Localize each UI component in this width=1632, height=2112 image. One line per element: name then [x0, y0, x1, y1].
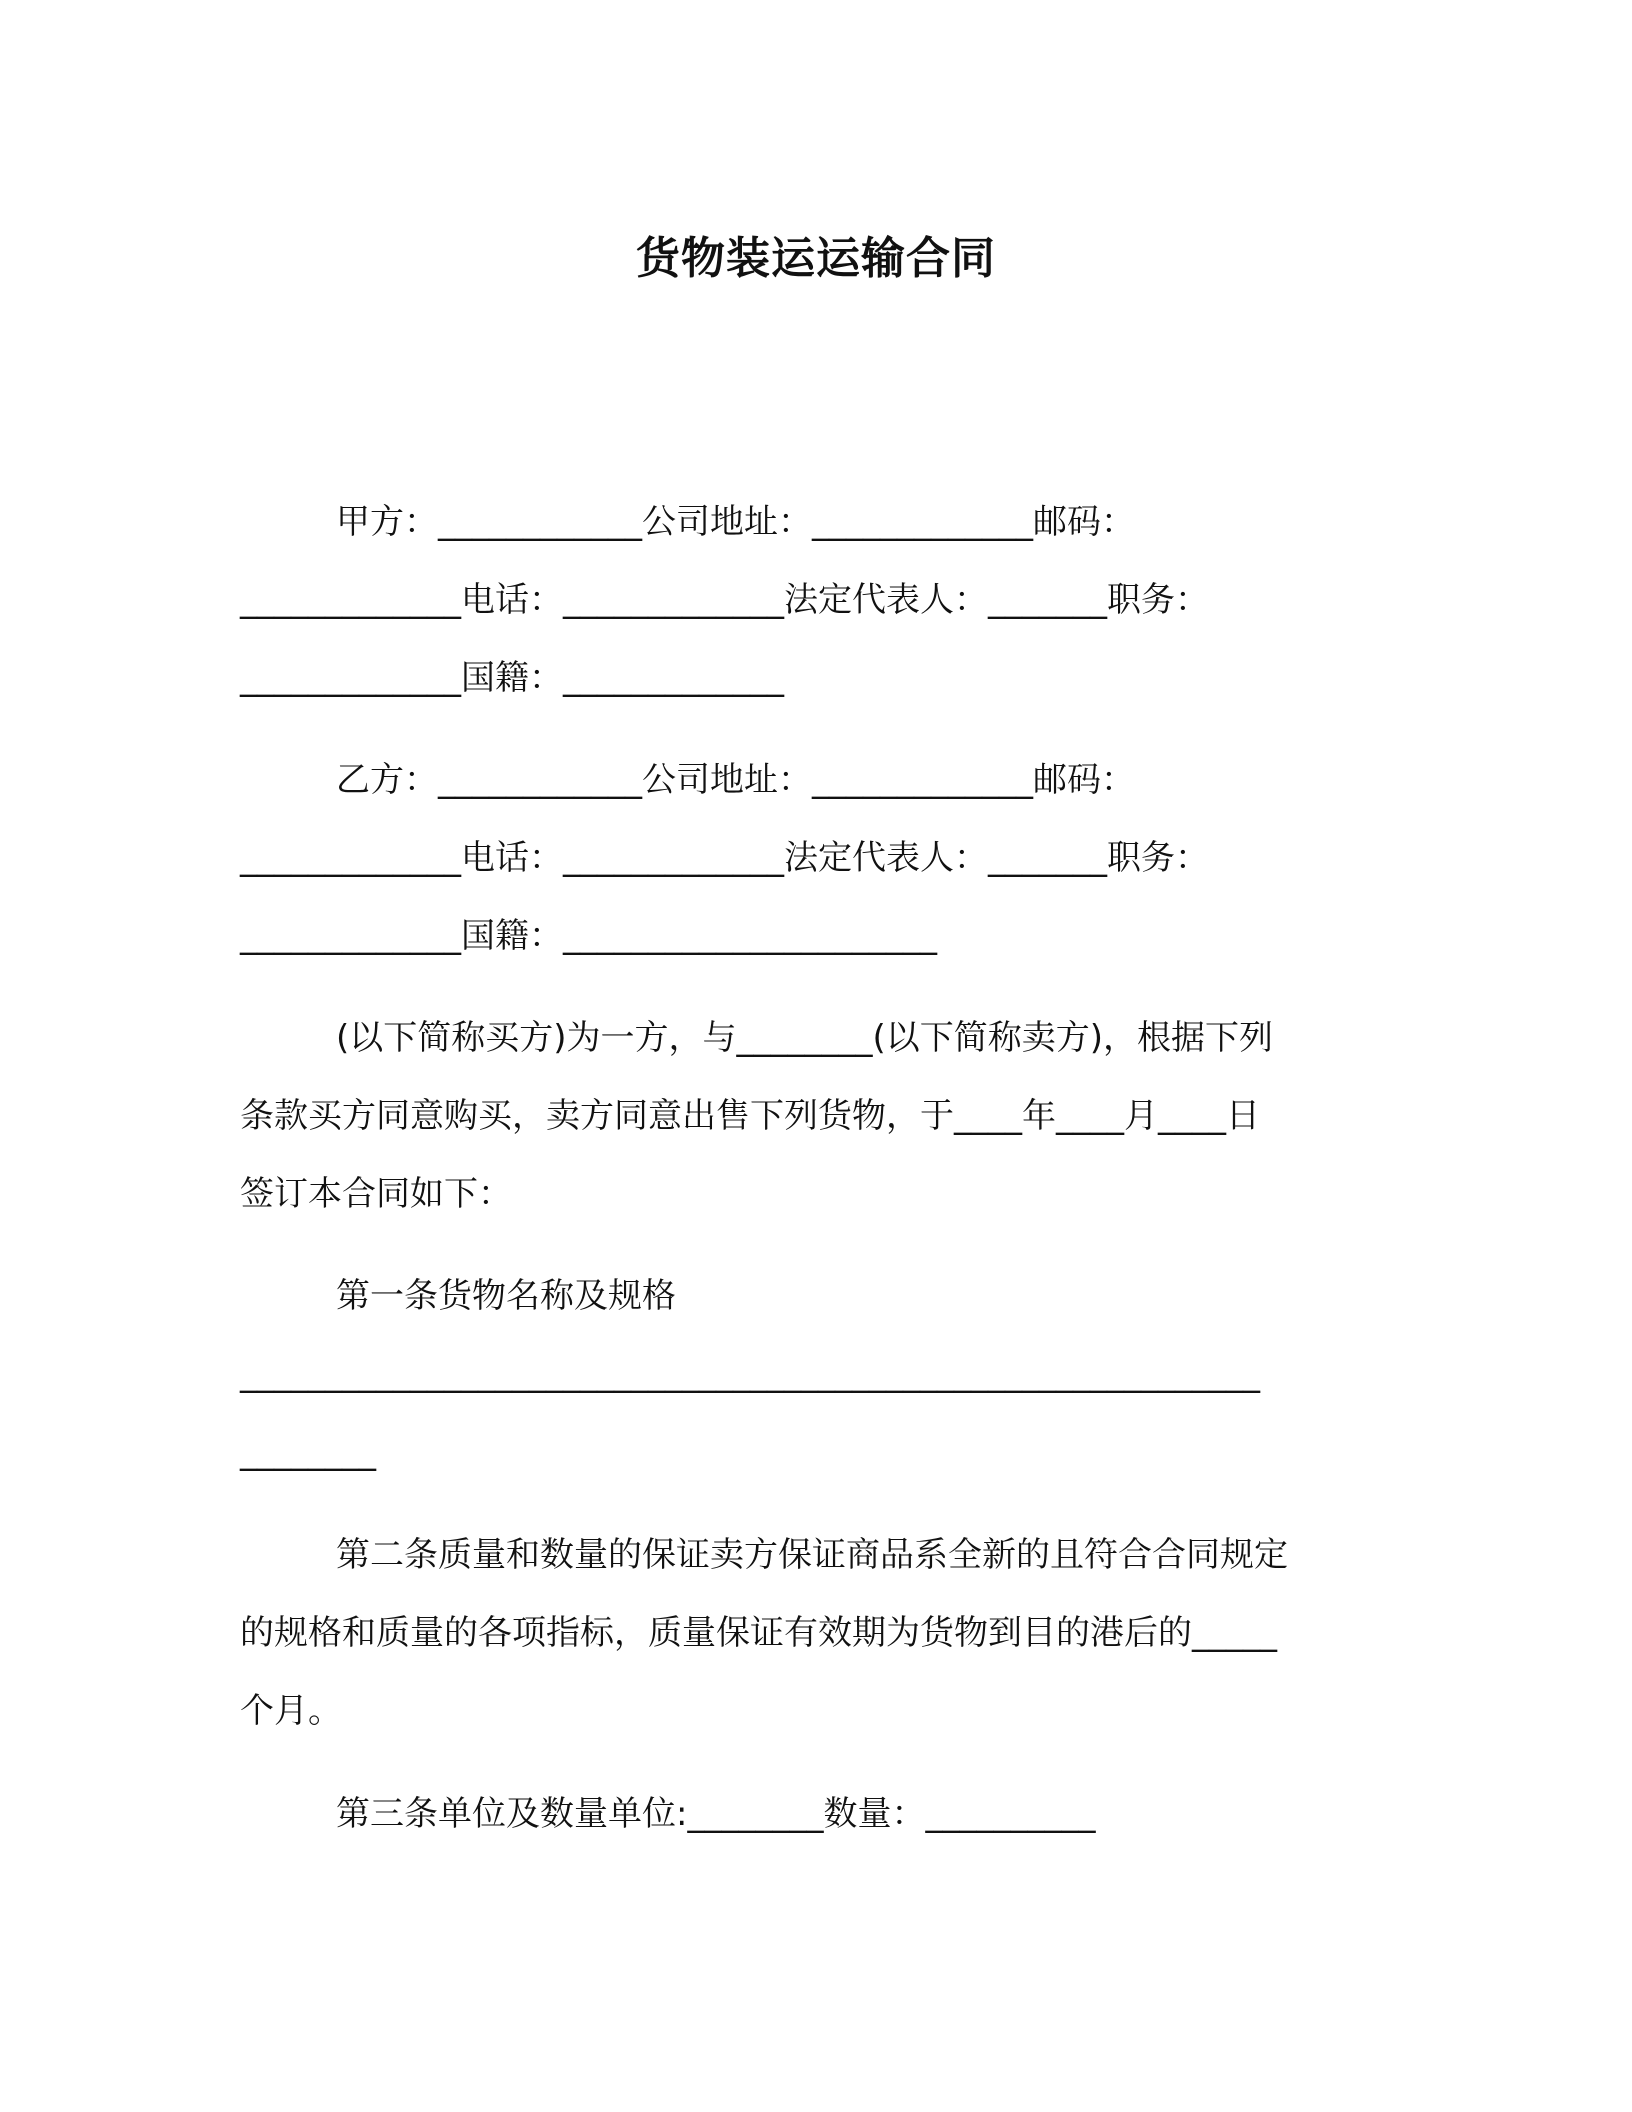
party-a-line-2: _____________电话：_____________法定代表人：_______职务：	[240, 580, 1209, 620]
clause-1-blank-line-2: ________	[240, 1432, 376, 1472]
party-b-section	[240, 741, 1400, 975]
party-a-line-3: _____________国籍：_____________	[240, 658, 784, 698]
clause-1-heading: 第一条货物名称及规格	[336, 1276, 676, 1316]
clause-2-line-2: 的规格和质量的各项指标，质量保证有效期为货物到目的港后的_____	[240, 1613, 1277, 1653]
party-b-line-3: _____________国籍：______________________	[240, 916, 937, 956]
clause-2-section	[240, 1516, 1400, 1750]
clause-2-line-1: 第二条质量和数量的保证卖方保证商品系全新的且符合合同规定	[336, 1535, 1288, 1575]
preamble-line-3: 签订本合同如下：	[240, 1174, 512, 1214]
clause-3-line-1: 第三条单位及数量单位:________数量：__________	[336, 1794, 1096, 1834]
clause-1-blank-line-1: ____________________________________________________________	[240, 1354, 1260, 1394]
clause-2-line-3: 个月。	[240, 1691, 342, 1731]
clause-3-section	[240, 1775, 1400, 1853]
party-b-line-2: _____________电话：_____________法定代表人：_______职务：	[240, 838, 1209, 878]
preamble-section	[240, 999, 1400, 1233]
preamble-line-1: (以下简称买方)为一方，与________(以下简称卖方)，根据下列	[336, 1018, 1274, 1058]
party-b-line-1: 乙方：____________公司地址：_____________邮码：	[336, 760, 1135, 800]
page-title: 货物装运运输合同	[636, 233, 996, 284]
preamble-line-2: 条款买方同意购买，卖方同意出售下列货物，于____年____月____日	[240, 1096, 1260, 1136]
party-a-line-1: 甲方：____________公司地址：_____________邮码：	[336, 502, 1135, 542]
party-a-section	[240, 483, 1400, 717]
clause-1-section	[240, 1257, 1400, 1491]
